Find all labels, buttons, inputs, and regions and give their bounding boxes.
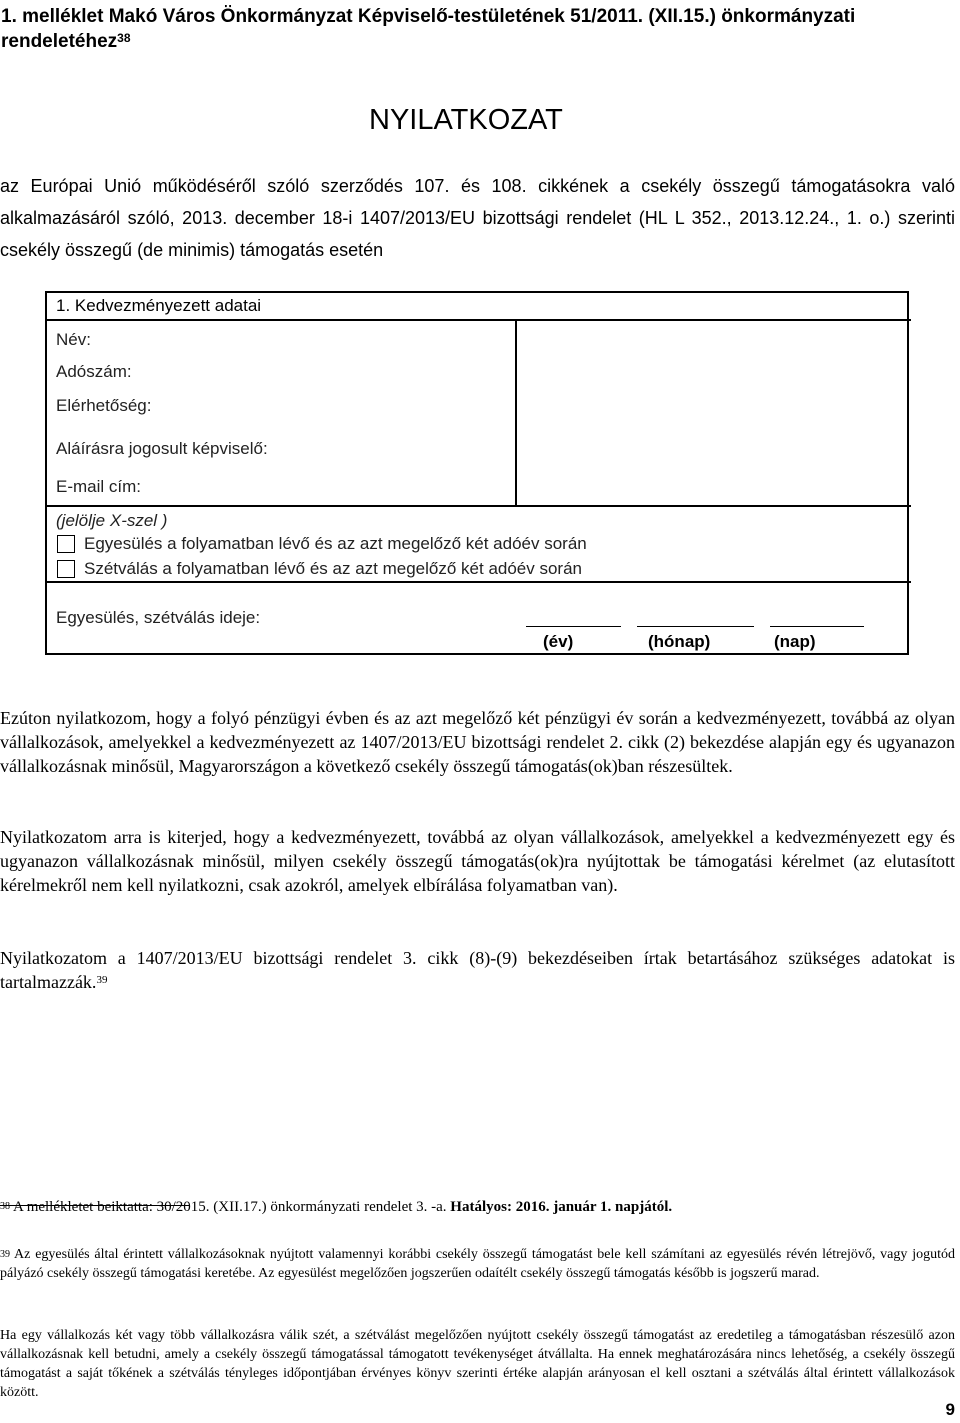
footnote-38-text: A mellékletet beiktatta: 30/2015. (XII.17.) önkormányzati rendelet 3. -a. (12, 1199, 447, 1215)
mark-hint: (jelölje X-szel ) (56, 511, 168, 530)
page-number: 9 (945, 1400, 955, 1419)
heading-line-2-text: rendeletéhez (1, 31, 118, 52)
footnote-38 (0, 1196, 955, 1218)
declaration-paragraph-3-text: Nyilatkozatom a 1407/2013/EU bizottsági rendelet 3. cikk (8)-(9) bekezdéseiben írtak betartásához szükséges adatokat is tartalmazzák. (0, 948, 955, 992)
month-unit-label: (hónap) (648, 632, 711, 651)
demerger-checkbox[interactable] (57, 560, 75, 578)
document-heading (1, 4, 951, 54)
beneficiary-data-input-area[interactable] (517, 321, 909, 504)
footnote-38-effective: Hatályos: 2016. január 1. napjától. (450, 1199, 673, 1215)
footnote-39-continued: Ha egy vállalkozás két vagy több vállalkozásra válik szét, a szétválást megelőzően nyújtott csekély összegű támogatást az eredetileg a támogatásban részesülő azon vállalkozásnak kell betudni, amely a csekély összegű támogatással támogatott tevékenységet átvállalta. Ha ennek meghatározására nincs lehetőség, a csekély összegű támogatást a saját tőkének a szétválás tényleges időpontjában érvényes könyv szerinti értéke alapján arányosan el kell osztani a szétválás által érintett vállalkozások között. (0, 1328, 955, 1400)
form-divider (45, 581, 911, 583)
form-divider (45, 505, 911, 507)
tax-number-field-label: Adószám: (56, 362, 132, 381)
name-field-label: Név: (56, 330, 91, 349)
page-title: NYILATKOZAT (369, 104, 563, 136)
footnote-ref-38: 38 (117, 31, 131, 45)
merger-checkbox[interactable] (57, 535, 75, 553)
day-blank[interactable] (770, 626, 864, 627)
signatory-field-label: Aláírásra jogosult képviselő: (56, 439, 268, 458)
form-section-title: 1. Kedvezményezett adatai (56, 296, 262, 315)
merger-option-label: Egyesülés a folyamatban lévő és az azt megelőző két adóév során (84, 534, 587, 553)
page-subtitle: az Európai Unió működéséről szóló szerződés 107. és 108. cikkének a csekély összegű támogatásokra való alkalmazásáról szóló, 2013. december 18-i 1407/2013/EU bizottsági rendelet (HL L 352., 2013.12.24., 1. o.) szerinti csekély összegű (de minimis) támogatás esetén (0, 176, 955, 260)
day-unit-label: (nap) (774, 632, 816, 651)
footnote-ref-39: 39 (96, 974, 108, 986)
footnote-38-marker: 38 (0, 1201, 10, 1212)
footnote-39 (0, 1245, 955, 1283)
footnote-39-text: Az egyesülés által érintett vállalkozásoknak nyújtott valamennyi korábbi csekély összegű támogatást bele kell számítani az egyesülés révén létrejövő, vagy jogutód pályázó csekély összegű támogatási keretébe. Az egyesülést megelőzően jogszerűen odaítélt csekély összegű támogatás később is jogszerű marad. (0, 1247, 955, 1281)
declaration-paragraph-3 (0, 946, 955, 994)
heading-line-2 (1, 29, 951, 54)
year-blank[interactable] (526, 626, 621, 627)
footnote-39-marker: 39 (0, 1249, 10, 1260)
heading-line-1: 1. melléklet Makó Város Önkormányzat Képviselő-testületének 51/2011. (XII.15.) önkormányzati (1, 6, 856, 27)
declaration-paragraph-1: Ezúton nyilatkozom, hogy a folyó pénzügyi évben és az azt megelőző két pénzügyi év során a kedvezményezett, továbbá az olyan vállalkozások, amelyekkel a kedvezményezett az 1407/2013/EU bizottsági rendelet 2. cikk (2) bekezdése alapján egy és ugyanazon vállalkozásnak minősül, Magyarországon a következő csekély összegű támogatás(ok)ban részesültek. (0, 708, 955, 776)
contact-field-label: Elérhetőség: (56, 396, 152, 415)
date-field-label: Egyesülés, szétválás ideje: (56, 608, 261, 627)
email-field-label: E-mail cím: (56, 477, 141, 496)
demerger-option-label: Szétválás a folyamatban lévő és az azt megelőző két adóév során (84, 559, 583, 578)
year-unit-label: (év) (543, 632, 574, 651)
declaration-paragraph-2: Nyilatkozatom arra is kiterjed, hogy a kedvezményezett, továbbá az olyan vállalkozások, amelyekkel a kedvezményezett egy és ugyanazon vállalkozásnak minősül, milyen csekély összegű támogatás(ok)ra nyújtottak be támogatási kérelmet (az elutasított kérelmekről nem kell nyilatkozni, csak azokról, amelyek elbírálása folyamatban van). (0, 827, 955, 895)
month-blank[interactable] (637, 626, 754, 627)
